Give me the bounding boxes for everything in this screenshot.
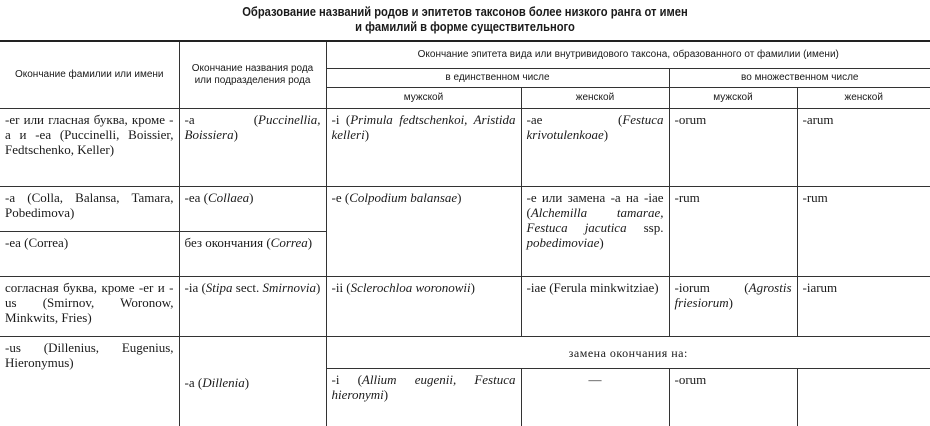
table-cell — [179, 108, 326, 186]
cell-text: -i ( — [331, 111, 351, 127]
taxon-name: Sclerochloa woronowii — [350, 279, 471, 295]
cell-text: -orum — [674, 371, 707, 387]
cell-text: ) — [244, 375, 250, 391]
header-surname-ending: Окончание фамилии или имени — [0, 41, 179, 108]
table-cell — [669, 368, 797, 426]
header-singular-feminine: женской — [521, 87, 669, 108]
table-cell — [521, 276, 669, 336]
table-cell — [0, 186, 179, 231]
taxon-name: Correa — [270, 234, 308, 250]
naming-table — [0, 40, 930, 426]
taxon-name: Festuca krivotulenkoae — [526, 111, 664, 142]
table-cell — [521, 108, 669, 186]
taxon-name: Dillenia — [202, 375, 245, 391]
cell-text: ) — [603, 126, 609, 142]
taxon-name: Collaea — [207, 189, 250, 205]
table-cell — [797, 276, 930, 336]
cell-text: согласная буква, кроме -er и -us (Smirnov, Woronow, Minkwits, Fries) — [5, 279, 174, 325]
header-plural-masculine: мужской — [669, 87, 797, 108]
taxon-name: Puccinellia, Boissiera — [184, 111, 321, 142]
taxon-name: Alchemilla tamarae, Festuca jacutica — [526, 204, 664, 235]
header-singular: в единственном числе — [326, 68, 669, 87]
cell-text: -e или замена -a на -iae ( — [526, 189, 664, 220]
cell-text: -ia ( — [184, 279, 206, 295]
cell-text: ) — [249, 189, 254, 205]
table-cell — [326, 276, 521, 336]
replace-ending-label: замена окончания на: — [326, 336, 930, 368]
cell-text: -iarum — [802, 279, 838, 295]
header-plural-feminine: женской — [797, 87, 930, 108]
table-cell — [797, 368, 930, 426]
table-cell — [797, 186, 930, 276]
cell-text: — — [588, 371, 602, 387]
cell-text: -us (Dillenius, Eugenius, Hieronymus) — [5, 339, 174, 370]
table-cell — [669, 276, 797, 336]
cell-text: -a (Colla, Balansa, Tamara, Pobedimova) — [5, 189, 174, 220]
cell-text: ) — [364, 126, 370, 142]
table-cell — [0, 336, 179, 426]
table-cell — [326, 368, 521, 426]
taxon-name: pobedimoviae — [526, 234, 600, 250]
cell-text: -iorum ( — [674, 279, 749, 295]
taxon-name: Smirnovia — [262, 279, 316, 295]
cell-text: -rum — [674, 189, 700, 205]
cell-text: -ae ( — [526, 111, 623, 127]
cell-text: ) — [307, 234, 313, 250]
cell-text: -rum — [802, 189, 828, 205]
header-genus-ending: Окончание названия рода или подразделения рода — [179, 41, 326, 108]
cell-text: ) — [233, 126, 238, 142]
cell-text: без окончания ( — [184, 234, 271, 250]
cell-text: sect. — [232, 279, 263, 295]
taxon-name: Allium eugenii, Festuca hieronymi — [331, 371, 516, 402]
cell-text: -a ( — [184, 111, 259, 127]
table-cell — [0, 231, 179, 276]
cell-text: ) — [470, 279, 475, 295]
table-cell — [326, 108, 521, 186]
taxon-name: Colpodium balansae — [349, 189, 458, 205]
table-title-line1: Образование названий родов и эпитетов таксонов более низкого ранга от имен — [242, 4, 688, 19]
cell-text: ) — [728, 294, 734, 310]
cell-text: -arum — [802, 111, 834, 127]
cell-text: ) — [599, 234, 604, 250]
table-cell — [326, 186, 521, 276]
taxon-name: Primula fedtschenkoi, Aristida kelleri — [331, 111, 516, 142]
cell-text: ssp. — [626, 219, 664, 235]
table-cell — [797, 108, 930, 186]
cell-text: -orum — [674, 111, 707, 127]
cell-text: -er или гласная буква, кроме -a и -ea (Puccinelli, Boissier, Fedtschenko, Keller) — [5, 111, 174, 157]
cell-text: -ea (Correa) — [5, 234, 69, 250]
header-singular-masculine: мужской — [326, 87, 521, 108]
table-cell — [0, 108, 179, 186]
header-plural: во множественном числе — [669, 68, 930, 87]
taxon-name: Stipa — [205, 279, 233, 295]
table-cell — [179, 231, 326, 276]
cell-text: -ea ( — [184, 189, 208, 205]
table-title-line2: и фамилий в форме существительного — [355, 19, 575, 34]
table-cell — [669, 186, 797, 276]
table-cell — [179, 336, 326, 426]
cell-text: -e ( — [331, 189, 350, 205]
table-cell — [521, 186, 669, 276]
table-cell — [179, 276, 326, 336]
cell-text: -a ( — [184, 375, 203, 391]
cell-text: ) — [315, 279, 321, 295]
taxon-name: Agrostis friesiorum — [674, 279, 792, 310]
table-cell — [0, 276, 179, 336]
cell-text: ) — [457, 189, 462, 205]
cell-text: ) — [383, 386, 389, 402]
table-cell — [521, 368, 669, 426]
cell-text: -iae (Ferula minkwitziae) — [526, 279, 659, 295]
header-epithet-ending: Окончание эпитета вида или внутривидового таксона, образованного от фамилии (имени) — [326, 41, 930, 68]
table-cell — [669, 108, 797, 186]
table-title — [65, 4, 865, 34]
table-cell — [179, 186, 326, 231]
cell-text: -ii ( — [331, 279, 351, 295]
cell-text: -i ( — [331, 371, 362, 387]
